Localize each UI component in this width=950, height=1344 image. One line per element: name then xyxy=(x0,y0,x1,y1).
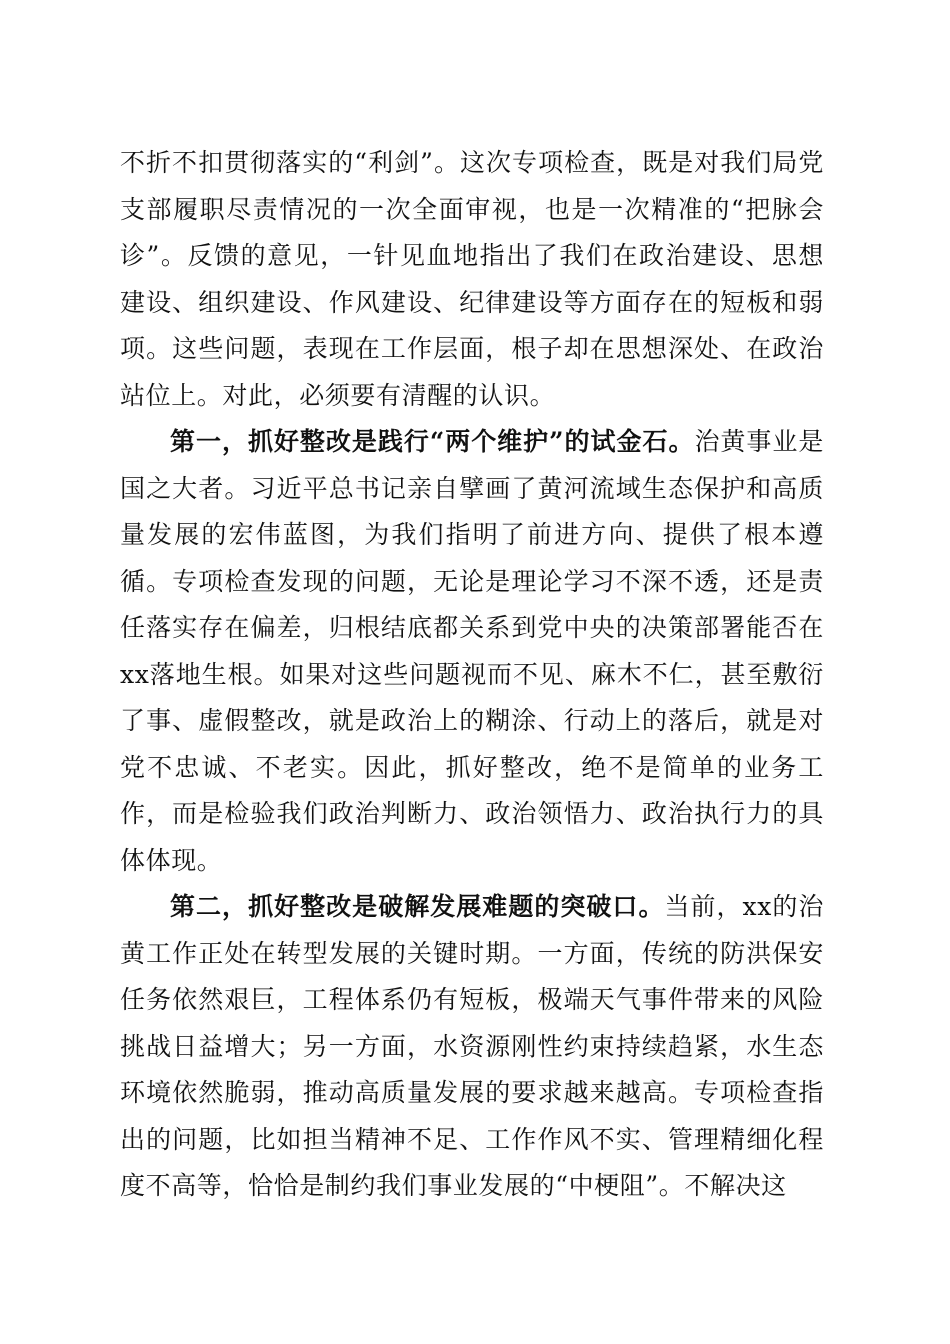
paragraph-2-text: 治黄事业是国之大者。习近平总书记亲自擘画了黄河流域生态保护和高质量发展的宏伟蓝图，为我们指明了前进方向、提供了根本遵循。专项检查发现的问题，无论是理论学习不深不透，还是责任落实存在偏差，归根结底都关系到党中央的决策部署能否在xx落地生根。如果对这些问题视而不见、麻木不仁，甚至敷衍了事、虚假整改，就是政治上的糊涂、行动上的落后，就是对党不忠诚、不老实。因此，抓好整改，绝不是简单的业务工作，而是检验我们政治判断力、政治领悟力、政治执行力的具体体现。 xyxy=(120,427,824,875)
paragraph-2 xyxy=(120,419,824,884)
paragraph-3 xyxy=(120,884,824,1210)
paragraph-1 xyxy=(120,140,824,419)
paragraph-1-text: 不折不扣贯彻落实的“利剑”。这次专项检查，既是对我们局党支部履职尽责情况的一次全面审视，也是一次精准的“把脉会诊”。反馈的意见，一针见血地指出了我们在政治建设、思想建设、组织建设、作风建设、纪律建设等方面存在的短板和弱项。这些问题，表现在工作层面，根子却在思想深处、在政治站位上。对此，必须要有清醒的认识。 xyxy=(120,148,824,410)
paragraph-2-lead: 第一，抓好整改是践行“两个维护”的试金石。 xyxy=(170,427,695,456)
paragraph-3-text: 当前，xx的治黄工作正处在转型发展的关键时期。一方面，传统的防洪保安任务依然艰巨，工程体系仍有短板，极端天气事件带来的风险挑战日益增大；另一方面，水资源刚性约束持续趋紧，水生态环境依然脆弱，推动高质量发展的要求越来越高。专项检查指出的问题，比如担当精神不足、工作作风不实、管理精细化程度不高等，恰恰是制约我们事业发展的“中梗阻”。不解决这 xyxy=(120,892,824,1200)
paragraph-3-lead: 第二，抓好整改是破解发展难题的突破口。 xyxy=(170,892,665,921)
document-body xyxy=(120,140,824,1210)
